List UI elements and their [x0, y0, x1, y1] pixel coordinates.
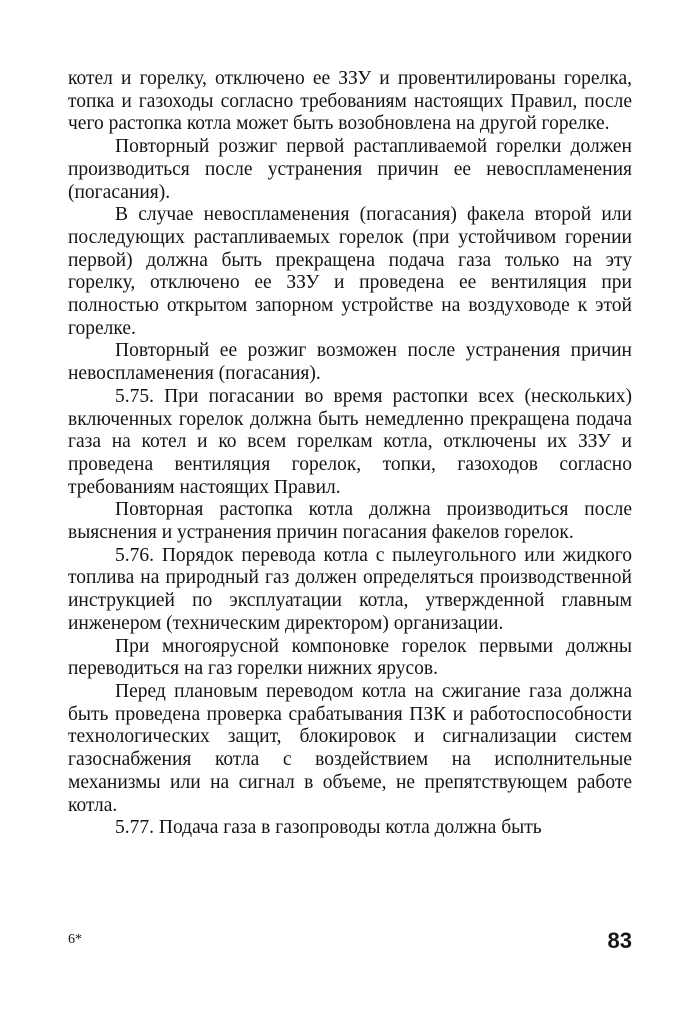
paragraph-clause-5-75: 5.75. При погасании во время растопки всех (нескольких) включенных горелок должна быть немедленно прекращена подача газа на котел и ко всем горелкам котла, отключены их ЗЗУ и проведена вентиляция горелок, топки, газоходов согласно требованиям настоящих Правил.: [68, 385, 632, 498]
paragraph-clause-5-76: 5.76. Порядок перевода котла с пылеугольного или жидкого топлива на природный газ должен определяться производственной инструкцией по эксплуатации котла, утвержденной главным инженером (техническим директором) организации.: [68, 544, 632, 634]
signature-mark: 6*: [68, 932, 82, 947]
paragraph: Повторный ее розжиг возможен после устранения причин невоспламенения (погасания).: [68, 340, 632, 385]
page-footer: [68, 928, 632, 958]
paragraph: Повторный розжиг первой растапливаемой горелки должен производиться после устранения причин ее невоспламенения (погасания).: [68, 136, 632, 203]
page-text: [68, 68, 632, 840]
paragraph: Перед плановым переводом котла на сжигание газа должна быть проведена проверка срабатывания ПЗК и работоспособности технологических защит, блокировок и сигнализации систем газоснабжения котла с воздействием на исполнительные механизмы или на сигнал в объеме, не препятствующем работе котла.: [68, 680, 632, 816]
paragraph-continuation: котел и горелку, отключено ее ЗЗУ и провентилированы горелка, топка и газоходы согласно требованиям настоящих Правил, после чего растопка котла может быть возобновлена на другой горелке.: [68, 68, 632, 135]
paragraph: При многоярусной компоновке горелок первыми должны переводиться на газ горелки нижних ярусов.: [68, 635, 632, 680]
page-number: 83: [607, 928, 632, 953]
paragraph: Повторная растопка котла должна производиться после выяснения и устранения причин погасания факелов горелок.: [68, 499, 632, 544]
paragraph-clause-5-77: 5.77. Подача газа в газопроводы котла должна быть: [115, 817, 542, 839]
paragraph: В случае невоспламенения (погасания) факела второй или последующих растапливаемых горелок (при устойчивом горении первой) должна быть прекращена подача газа только на эту горелку, отключено ее ЗЗУ и проведена ее вентиляция при полностью открытом запорном устройстве на воздуховоде к этой горелке.: [68, 204, 632, 339]
